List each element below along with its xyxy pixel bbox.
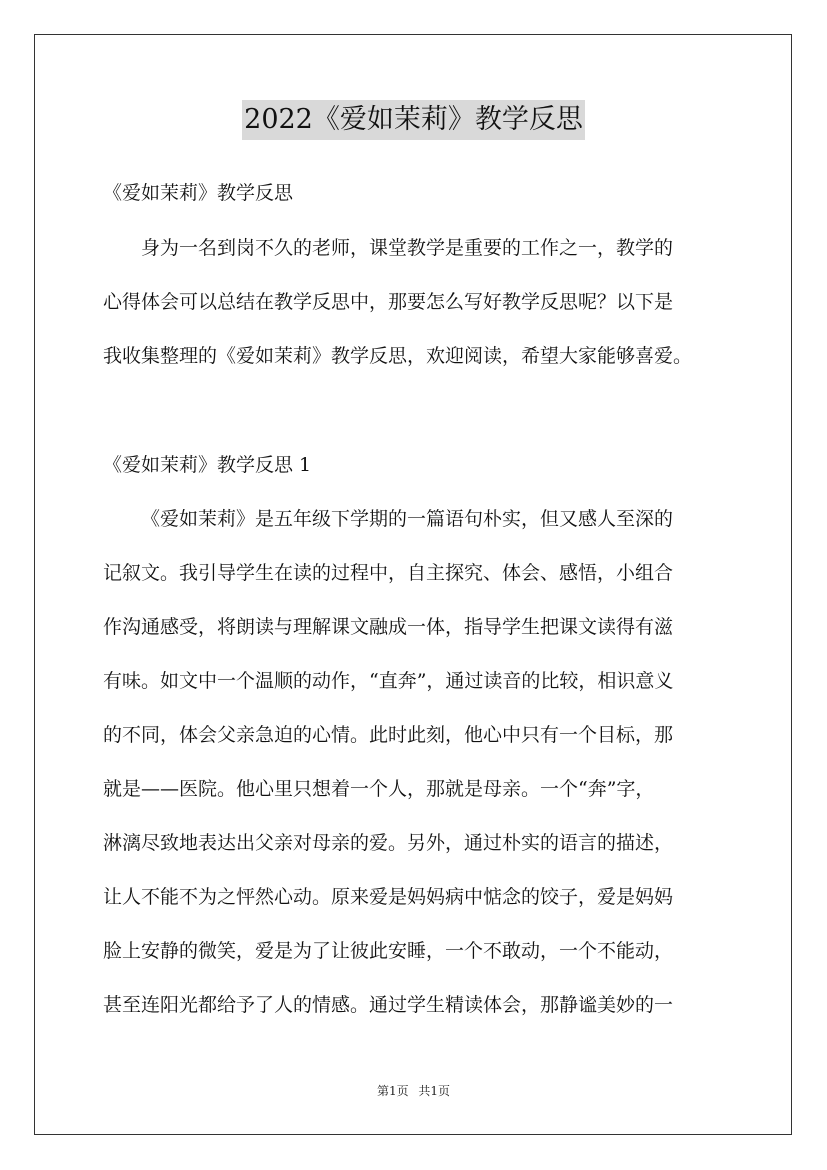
body-line: 记叙文。我引导学生在读的过程中，自主探究、体会、感悟，小组合 [103, 562, 674, 584]
body-line: 有味。如文中一个温顺的动作，“直奔”，通过读音的比较，相识意义 [103, 670, 674, 692]
body-line: 让人不能不为之怦然心动。原来爱是妈妈病中惦念的饺子，爱是妈妈 [103, 886, 674, 908]
body-line: 的不同，体会父亲急迫的心情。此时此刻，他心中只有一个目标，那 [103, 724, 674, 746]
body-line: 脸上安静的微笑，爱是为了让彼此安睡，一个不敢动，一个不能动， [103, 940, 674, 962]
page-footer [0, 1083, 827, 1099]
body-line: 《爱如茉莉》是五年级下学期的一篇语句朴实，但又感人至深的 [141, 508, 674, 530]
intro-line: 心得体会可以总结在教学反思中，那要怎么写好教学反思呢？以下是 [103, 291, 674, 313]
subtitle: 《爱如茉莉》教学反思 [103, 182, 294, 204]
body-line: 就是——医院。他心里只想着一个人，那就是母亲。一个“奔”字， [103, 778, 655, 800]
intro-line: 我收集整理的《爱如茉莉》教学反思，欢迎阅读，希望大家能够喜爱。 [103, 345, 693, 367]
section-heading: 《爱如茉莉》教学反思 1 [103, 454, 312, 476]
document-title: 2022《爱如茉莉》教学反思 [242, 100, 585, 140]
page-total: 共1页 [418, 1084, 451, 1098]
body-line: 甚至连阳光都给予了人的情感。通过学生精读体会，那静谧美妙的一 [103, 994, 674, 1016]
title-container [0, 100, 827, 140]
page-number: 第1页 [376, 1084, 409, 1098]
body-line: 作沟通感受，将朗读与理解课文融成一体，指导学生把课文读得有滋 [103, 616, 674, 638]
intro-line: 身为一名到岗不久的老师，课堂教学是重要的工作之一，教学的 [141, 237, 674, 259]
body-line: 淋漓尽致地表达出父亲对母亲的爱。另外，通过朴实的语言的描述， [103, 832, 674, 854]
